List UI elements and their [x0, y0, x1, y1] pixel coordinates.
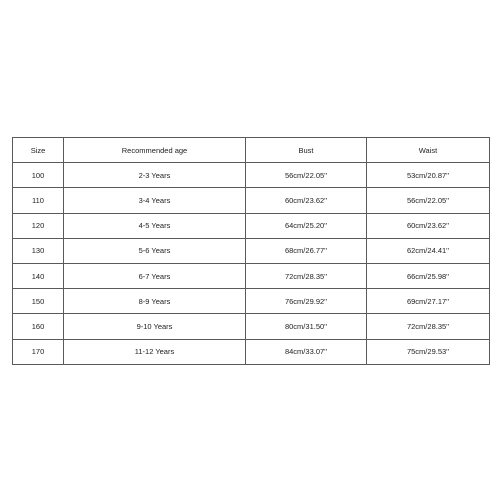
cell-bust: 68cm/26.77'' [246, 238, 367, 263]
cell-age: 3-4 Years [64, 188, 246, 213]
header-size: Size [13, 138, 64, 163]
table-header-row [13, 138, 490, 163]
cell-age: 11-12 Years [64, 339, 246, 364]
cell-bust: 72cm/28.35'' [246, 263, 367, 288]
table-row [13, 289, 490, 314]
cell-bust: 60cm/23.62'' [246, 188, 367, 213]
table-row [13, 163, 490, 188]
cell-waist: 75cm/29.53'' [367, 339, 490, 364]
cell-age: 8-9 Years [64, 289, 246, 314]
cell-size: 110 [13, 188, 64, 213]
cell-size: 130 [13, 238, 64, 263]
cell-waist: 56cm/22.05'' [367, 188, 490, 213]
cell-size: 140 [13, 263, 64, 288]
cell-bust: 84cm/33.07'' [246, 339, 367, 364]
cell-waist: 62cm/24.41'' [367, 238, 490, 263]
table-row [13, 314, 490, 339]
cell-bust: 64cm/25.20'' [246, 213, 367, 238]
cell-size: 160 [13, 314, 64, 339]
cell-age: 2-3 Years [64, 163, 246, 188]
cell-bust: 56cm/22.05'' [246, 163, 367, 188]
cell-age: 5-6 Years [64, 238, 246, 263]
size-chart-table [12, 137, 490, 365]
cell-size: 150 [13, 289, 64, 314]
cell-waist: 60cm/23.62'' [367, 213, 490, 238]
cell-bust: 76cm/29.92'' [246, 289, 367, 314]
cell-age: 4-5 Years [64, 213, 246, 238]
table-row [13, 339, 490, 364]
table-row [13, 263, 490, 288]
cell-size: 100 [13, 163, 64, 188]
header-bust: Bust [246, 138, 367, 163]
cell-age: 9-10 Years [64, 314, 246, 339]
header-recommended-age: Recommended age [64, 138, 246, 163]
table-row [13, 213, 490, 238]
table-row [13, 188, 490, 213]
cell-bust: 80cm/31.50'' [246, 314, 367, 339]
cell-waist: 69cm/27.17'' [367, 289, 490, 314]
header-waist: Waist [367, 138, 490, 163]
cell-size: 120 [13, 213, 64, 238]
table-row [13, 238, 490, 263]
cell-waist: 66cm/25.98'' [367, 263, 490, 288]
cell-size: 170 [13, 339, 64, 364]
cell-waist: 72cm/28.35'' [367, 314, 490, 339]
cell-waist: 53cm/20.87'' [367, 163, 490, 188]
cell-age: 6-7 Years [64, 263, 246, 288]
